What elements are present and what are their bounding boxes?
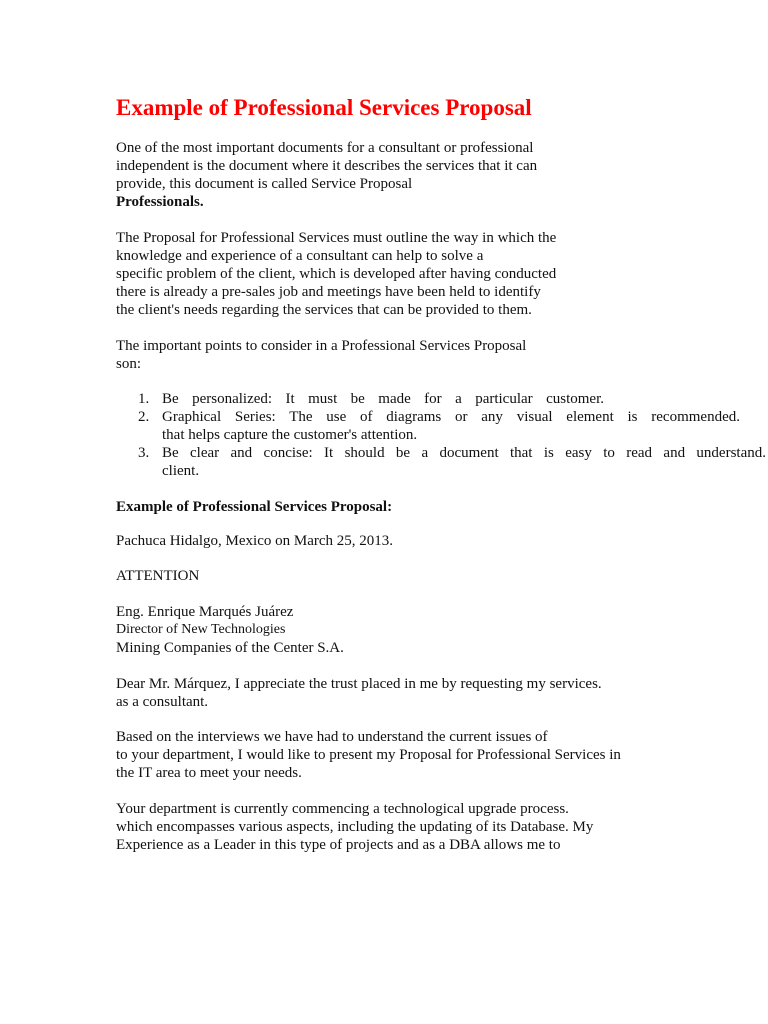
intro-line-1: One of the most important documents for a consultant or professional [116, 140, 534, 156]
department-line-3: Experience as a Leader in this type of projects and as a DBA allows me to [116, 837, 561, 853]
example-heading: Example of Professional Services Proposal: [116, 499, 393, 515]
interviews-line-3: the IT area to meet your needs. [116, 765, 302, 781]
attention-label: ATTENTION [116, 568, 200, 584]
greeting-line-1: Dear Mr. Márquez, I appreciate the trust placed in me by requesting my services. [116, 676, 602, 692]
department-line-1: Your department is currently commencing a technological upgrade process. [116, 801, 569, 817]
list-item-3-text: Be clear and concise: It should be a document that is easy to read and understand. [162, 445, 766, 461]
recipient-name: Eng. Enrique Marqués Juárez [116, 604, 294, 620]
intro-line-3: provide, this document is called Service Proposal [116, 176, 413, 192]
list-item-2-text: Graphical Series: The use of diagrams or any visual element is recommended. [162, 409, 740, 425]
list-item-2-continuation: that helps capture the customer's attention. [162, 427, 418, 443]
list-item-3-continuation: client. [162, 463, 200, 479]
para2-line-5: the client's needs regarding the services that can be provided to them. [116, 302, 532, 318]
para2-line-4: there is already a pre-sales job and meetings have been held to identify [116, 284, 541, 300]
para2-line-3: specific problem of the client, which is developed after having conducted [116, 266, 557, 282]
list-item-1-text: Be personalized: It must be made for a particular customer. [162, 391, 604, 407]
place-date: Pachuca Hidalgo, Mexico on March 25, 2013. [116, 533, 394, 549]
para2-line-1: The Proposal for Professional Services must outline the way in which the [116, 230, 557, 246]
department-line-2: which encompasses various aspects, including the updating of its Database. My [116, 819, 594, 835]
recipient-company: Mining Companies of the Center S.A. [116, 640, 344, 656]
interviews-line-1: Based on the interviews we have had to understand the current issues of [116, 729, 548, 745]
document-title: Example of Professional Services Proposal [116, 95, 532, 120]
para2-line-2: knowledge and experience of a consultant can help to solve a [116, 248, 484, 264]
points-intro-line-2: son: [116, 356, 142, 372]
recipient-title: Director of New Technologies [116, 622, 286, 637]
interviews-line-2: to your department, I would like to present my Proposal for Professional Services in [116, 747, 621, 763]
intro-line-2: independent is the document where it describes the services that it can [116, 158, 538, 174]
intro-line-4: Professionals. [116, 194, 204, 210]
list-item-number-1: 1. [138, 391, 150, 407]
list-item-number-2: 2. [138, 409, 150, 425]
points-intro-line-1: The important points to consider in a Professional Services Proposal [116, 338, 527, 354]
greeting-line-2: as a consultant. [116, 694, 209, 710]
list-item-number-3: 3. [138, 445, 150, 461]
